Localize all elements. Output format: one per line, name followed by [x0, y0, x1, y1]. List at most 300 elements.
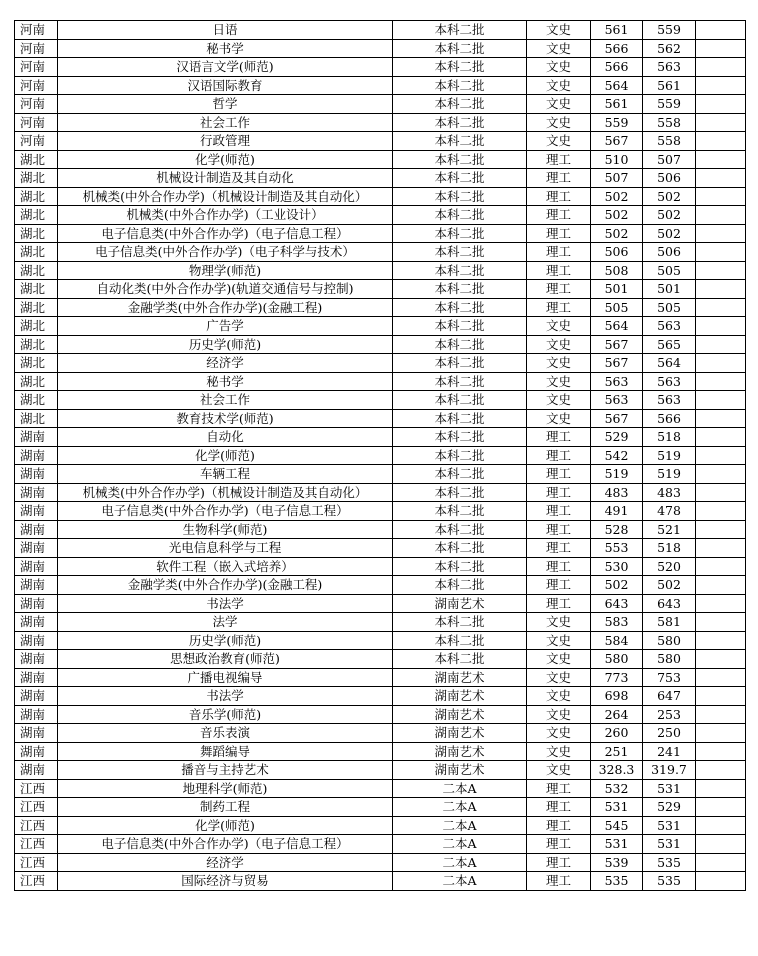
- major-cell: 历史学(师范): [58, 631, 393, 650]
- major-cell: 历史学(师范): [58, 335, 393, 354]
- table-row: [15, 687, 746, 706]
- note-cell: [696, 113, 746, 132]
- note-cell: [696, 206, 746, 225]
- batch-cell: 本科二批: [393, 169, 527, 188]
- note-cell: [696, 261, 746, 280]
- max-score-cell: 553: [591, 539, 643, 558]
- province-cell: 湖北: [15, 243, 58, 262]
- table-row: [15, 298, 746, 317]
- max-score-cell: 502: [591, 187, 643, 206]
- province-cell: 湖北: [15, 335, 58, 354]
- major-cell: 地理科学(师范): [58, 779, 393, 798]
- subject-category-cell: 文史: [527, 705, 591, 724]
- table-row: [15, 317, 746, 336]
- batch-cell: 本科二批: [393, 428, 527, 447]
- province-cell: 湖南: [15, 502, 58, 521]
- province-cell: 湖南: [15, 742, 58, 761]
- province-cell: 湖北: [15, 169, 58, 188]
- major-cell: 广播电视编导: [58, 668, 393, 687]
- note-cell: [696, 724, 746, 743]
- table-row: [15, 224, 746, 243]
- table-row: [15, 650, 746, 669]
- subject-category-cell: 文史: [527, 668, 591, 687]
- max-score-cell: 506: [591, 243, 643, 262]
- subject-category-cell: 文史: [527, 409, 591, 428]
- max-score-cell: 530: [591, 557, 643, 576]
- province-cell: 湖南: [15, 446, 58, 465]
- subject-category-cell: 理工: [527, 261, 591, 280]
- subject-category-cell: 理工: [527, 779, 591, 798]
- batch-cell: 二本A: [393, 872, 527, 891]
- major-cell: 生物科学(师范): [58, 520, 393, 539]
- table-row: [15, 594, 746, 613]
- max-score-cell: 264: [591, 705, 643, 724]
- note-cell: [696, 705, 746, 724]
- max-score-cell: 564: [591, 317, 643, 336]
- batch-cell: 本科二批: [393, 95, 527, 114]
- province-cell: 湖北: [15, 391, 58, 410]
- batch-cell: 湖南艺术: [393, 742, 527, 761]
- major-cell: 自动化: [58, 428, 393, 447]
- batch-cell: 本科二批: [393, 187, 527, 206]
- major-cell: 音乐表演: [58, 724, 393, 743]
- max-score-cell: 505: [591, 298, 643, 317]
- subject-category-cell: 理工: [527, 576, 591, 595]
- max-score-cell: 545: [591, 816, 643, 835]
- min-score-cell: 564: [643, 354, 696, 373]
- min-score-cell: 561: [643, 76, 696, 95]
- max-score-cell: 251: [591, 742, 643, 761]
- table-row: [15, 206, 746, 225]
- batch-cell: 二本A: [393, 835, 527, 854]
- batch-cell: 本科二批: [393, 631, 527, 650]
- max-score-cell: 773: [591, 668, 643, 687]
- province-cell: 河南: [15, 132, 58, 151]
- admission-scores-table: [14, 20, 746, 891]
- subject-category-cell: 理工: [527, 594, 591, 613]
- max-score-cell: 532: [591, 779, 643, 798]
- table-row: [15, 761, 746, 780]
- max-score-cell: 563: [591, 391, 643, 410]
- table-row: [15, 21, 746, 40]
- province-cell: 湖南: [15, 687, 58, 706]
- max-score-cell: 535: [591, 872, 643, 891]
- note-cell: [696, 631, 746, 650]
- table-row: [15, 872, 746, 891]
- batch-cell: 湖南艺术: [393, 724, 527, 743]
- subject-category-cell: 理工: [527, 872, 591, 891]
- subject-category-cell: 理工: [527, 520, 591, 539]
- major-cell: 舞蹈编导: [58, 742, 393, 761]
- min-score-cell: 559: [643, 21, 696, 40]
- subject-category-cell: 文史: [527, 742, 591, 761]
- min-score-cell: 319.7: [643, 761, 696, 780]
- table-row: [15, 853, 746, 872]
- max-score-cell: 561: [591, 21, 643, 40]
- max-score-cell: 566: [591, 58, 643, 77]
- note-cell: [696, 298, 746, 317]
- note-cell: [696, 687, 746, 706]
- note-cell: [696, 446, 746, 465]
- province-cell: 河南: [15, 76, 58, 95]
- max-score-cell: 528: [591, 520, 643, 539]
- province-cell: 河南: [15, 95, 58, 114]
- note-cell: [696, 761, 746, 780]
- batch-cell: 本科二批: [393, 613, 527, 632]
- table-row: [15, 779, 746, 798]
- max-score-cell: 564: [591, 76, 643, 95]
- max-score-cell: 510: [591, 150, 643, 169]
- major-cell: 经济学: [58, 853, 393, 872]
- note-cell: [696, 835, 746, 854]
- note-cell: [696, 58, 746, 77]
- province-cell: 湖北: [15, 206, 58, 225]
- subject-category-cell: 理工: [527, 465, 591, 484]
- batch-cell: 本科二批: [393, 483, 527, 502]
- note-cell: [696, 650, 746, 669]
- major-cell: 行政管理: [58, 132, 393, 151]
- table-row: [15, 58, 746, 77]
- province-cell: 湖南: [15, 631, 58, 650]
- table-row: [15, 39, 746, 58]
- min-score-cell: 505: [643, 261, 696, 280]
- min-score-cell: 563: [643, 372, 696, 391]
- min-score-cell: 483: [643, 483, 696, 502]
- major-cell: 汉语言文学(师范): [58, 58, 393, 77]
- province-cell: 江西: [15, 872, 58, 891]
- note-cell: [696, 335, 746, 354]
- min-score-cell: 502: [643, 206, 696, 225]
- min-score-cell: 647: [643, 687, 696, 706]
- min-score-cell: 558: [643, 132, 696, 151]
- max-score-cell: 328.3: [591, 761, 643, 780]
- note-cell: [696, 187, 746, 206]
- province-cell: 湖北: [15, 354, 58, 373]
- max-score-cell: 542: [591, 446, 643, 465]
- major-cell: 机械类(中外合作办学)（机械设计制造及其自动化）: [58, 187, 393, 206]
- min-score-cell: 563: [643, 317, 696, 336]
- min-score-cell: 753: [643, 668, 696, 687]
- province-cell: 湖南: [15, 761, 58, 780]
- subject-category-cell: 理工: [527, 428, 591, 447]
- max-score-cell: 502: [591, 206, 643, 225]
- province-cell: 湖北: [15, 317, 58, 336]
- subject-category-cell: 理工: [527, 150, 591, 169]
- subject-category-cell: 文史: [527, 132, 591, 151]
- subject-category-cell: 理工: [527, 502, 591, 521]
- min-score-cell: 502: [643, 224, 696, 243]
- max-score-cell: 566: [591, 39, 643, 58]
- major-cell: 机械设计制造及其自动化: [58, 169, 393, 188]
- min-score-cell: 518: [643, 428, 696, 447]
- subject-category-cell: 文史: [527, 650, 591, 669]
- batch-cell: 本科二批: [393, 354, 527, 373]
- min-score-cell: 518: [643, 539, 696, 558]
- major-cell: 电子信息类(中外合作办学)（电子信息工程）: [58, 835, 393, 854]
- batch-cell: 本科二批: [393, 650, 527, 669]
- major-cell: 金融学类(中外合作办学)(金融工程): [58, 298, 393, 317]
- major-cell: 哲学: [58, 95, 393, 114]
- batch-cell: 本科二批: [393, 150, 527, 169]
- max-score-cell: 501: [591, 280, 643, 299]
- min-score-cell: 521: [643, 520, 696, 539]
- subject-category-cell: 文史: [527, 372, 591, 391]
- table-row: [15, 520, 746, 539]
- min-score-cell: 580: [643, 631, 696, 650]
- table-row: [15, 835, 746, 854]
- max-score-cell: 519: [591, 465, 643, 484]
- note-cell: [696, 354, 746, 373]
- major-cell: 电子信息类(中外合作办学)（电子信息工程）: [58, 224, 393, 243]
- batch-cell: 二本A: [393, 816, 527, 835]
- batch-cell: 本科二批: [393, 58, 527, 77]
- major-cell: 日语: [58, 21, 393, 40]
- table-row: [15, 668, 746, 687]
- batch-cell: 二本A: [393, 779, 527, 798]
- province-cell: 河南: [15, 39, 58, 58]
- batch-cell: 湖南艺术: [393, 761, 527, 780]
- min-score-cell: 531: [643, 779, 696, 798]
- min-score-cell: 531: [643, 835, 696, 854]
- min-score-cell: 502: [643, 576, 696, 595]
- min-score-cell: 519: [643, 465, 696, 484]
- note-cell: [696, 483, 746, 502]
- table-row: [15, 613, 746, 632]
- min-score-cell: 559: [643, 95, 696, 114]
- table-row: [15, 76, 746, 95]
- max-score-cell: 502: [591, 224, 643, 243]
- batch-cell: 本科二批: [393, 39, 527, 58]
- max-score-cell: 531: [591, 798, 643, 817]
- note-cell: [696, 132, 746, 151]
- note-cell: [696, 742, 746, 761]
- max-score-cell: 491: [591, 502, 643, 521]
- province-cell: 湖南: [15, 705, 58, 724]
- min-score-cell: 535: [643, 853, 696, 872]
- max-score-cell: 508: [591, 261, 643, 280]
- major-cell: 化学(师范): [58, 816, 393, 835]
- subject-category-cell: 文史: [527, 39, 591, 58]
- subject-category-cell: 文史: [527, 95, 591, 114]
- note-cell: [696, 150, 746, 169]
- max-score-cell: 502: [591, 576, 643, 595]
- min-score-cell: 565: [643, 335, 696, 354]
- max-score-cell: 483: [591, 483, 643, 502]
- min-score-cell: 580: [643, 650, 696, 669]
- province-cell: 江西: [15, 779, 58, 798]
- province-cell: 湖南: [15, 650, 58, 669]
- major-cell: 金融学类(中外合作办学)(金融工程): [58, 576, 393, 595]
- note-cell: [696, 502, 746, 521]
- min-score-cell: 643: [643, 594, 696, 613]
- note-cell: [696, 613, 746, 632]
- major-cell: 音乐学(师范): [58, 705, 393, 724]
- subject-category-cell: 文史: [527, 631, 591, 650]
- major-cell: 经济学: [58, 354, 393, 373]
- min-score-cell: 562: [643, 39, 696, 58]
- batch-cell: 本科二批: [393, 132, 527, 151]
- province-cell: 湖南: [15, 668, 58, 687]
- province-cell: 湖北: [15, 187, 58, 206]
- note-cell: [696, 39, 746, 58]
- min-score-cell: 566: [643, 409, 696, 428]
- province-cell: 湖北: [15, 224, 58, 243]
- table-row: [15, 576, 746, 595]
- major-cell: 机械类(中外合作办学)（机械设计制造及其自动化）: [58, 483, 393, 502]
- subject-category-cell: 文史: [527, 724, 591, 743]
- province-cell: 江西: [15, 853, 58, 872]
- major-cell: 汉语国际教育: [58, 76, 393, 95]
- batch-cell: 二本A: [393, 853, 527, 872]
- subject-category-cell: 理工: [527, 280, 591, 299]
- min-score-cell: 519: [643, 446, 696, 465]
- province-cell: 湖北: [15, 409, 58, 428]
- max-score-cell: 567: [591, 335, 643, 354]
- province-cell: 湖北: [15, 298, 58, 317]
- min-score-cell: 506: [643, 169, 696, 188]
- max-score-cell: 643: [591, 594, 643, 613]
- batch-cell: 本科二批: [393, 539, 527, 558]
- note-cell: [696, 594, 746, 613]
- province-cell: 湖南: [15, 428, 58, 447]
- province-cell: 湖北: [15, 280, 58, 299]
- major-cell: 国际经济与贸易: [58, 872, 393, 891]
- batch-cell: 本科二批: [393, 372, 527, 391]
- province-cell: 湖南: [15, 594, 58, 613]
- batch-cell: 湖南艺术: [393, 594, 527, 613]
- batch-cell: 本科二批: [393, 113, 527, 132]
- table-row: [15, 354, 746, 373]
- batch-cell: 本科二批: [393, 557, 527, 576]
- note-cell: [696, 816, 746, 835]
- major-cell: 化学(师范): [58, 446, 393, 465]
- province-cell: 江西: [15, 835, 58, 854]
- province-cell: 湖北: [15, 150, 58, 169]
- note-cell: [696, 372, 746, 391]
- table-body: [15, 21, 746, 891]
- max-score-cell: 507: [591, 169, 643, 188]
- min-score-cell: 507: [643, 150, 696, 169]
- note-cell: [696, 520, 746, 539]
- table-row: [15, 372, 746, 391]
- note-cell: [696, 224, 746, 243]
- table-row: [15, 465, 746, 484]
- note-cell: [696, 576, 746, 595]
- subject-category-cell: 理工: [527, 206, 591, 225]
- min-score-cell: 581: [643, 613, 696, 632]
- max-score-cell: 539: [591, 853, 643, 872]
- major-cell: 制药工程: [58, 798, 393, 817]
- min-score-cell: 520: [643, 557, 696, 576]
- note-cell: [696, 668, 746, 687]
- min-score-cell: 558: [643, 113, 696, 132]
- major-cell: 秘书学: [58, 372, 393, 391]
- table-row: [15, 95, 746, 114]
- major-cell: 电子信息类(中外合作办学)（电子信息工程）: [58, 502, 393, 521]
- min-score-cell: 501: [643, 280, 696, 299]
- subject-category-cell: 理工: [527, 853, 591, 872]
- batch-cell: 本科二批: [393, 520, 527, 539]
- note-cell: [696, 21, 746, 40]
- table-row: [15, 243, 746, 262]
- province-cell: 湖南: [15, 724, 58, 743]
- province-cell: 湖南: [15, 613, 58, 632]
- major-cell: 秘书学: [58, 39, 393, 58]
- note-cell: [696, 409, 746, 428]
- table-row: [15, 280, 746, 299]
- subject-category-cell: 文史: [527, 317, 591, 336]
- table-row: [15, 261, 746, 280]
- major-cell: 机械类(中外合作办学)（工业设计）: [58, 206, 393, 225]
- table-row: [15, 391, 746, 410]
- table-row: [15, 132, 746, 151]
- batch-cell: 湖南艺术: [393, 705, 527, 724]
- min-score-cell: 563: [643, 391, 696, 410]
- subject-category-cell: 理工: [527, 298, 591, 317]
- min-score-cell: 535: [643, 872, 696, 891]
- batch-cell: 湖南艺术: [393, 687, 527, 706]
- province-cell: 湖南: [15, 465, 58, 484]
- province-cell: 江西: [15, 816, 58, 835]
- min-score-cell: 531: [643, 816, 696, 835]
- major-cell: 思想政治教育(师范): [58, 650, 393, 669]
- major-cell: 软件工程（嵌入式培养）: [58, 557, 393, 576]
- subject-category-cell: 文史: [527, 613, 591, 632]
- min-score-cell: 506: [643, 243, 696, 262]
- min-score-cell: 253: [643, 705, 696, 724]
- batch-cell: 本科二批: [393, 446, 527, 465]
- major-cell: 车辆工程: [58, 465, 393, 484]
- major-cell: 书法学: [58, 687, 393, 706]
- table-row: [15, 724, 746, 743]
- subject-category-cell: 理工: [527, 169, 591, 188]
- max-score-cell: 567: [591, 354, 643, 373]
- max-score-cell: 584: [591, 631, 643, 650]
- max-score-cell: 529: [591, 428, 643, 447]
- province-cell: 河南: [15, 21, 58, 40]
- major-cell: 物理学(师范): [58, 261, 393, 280]
- major-cell: 社会工作: [58, 391, 393, 410]
- batch-cell: 本科二批: [393, 335, 527, 354]
- subject-category-cell: 理工: [527, 816, 591, 835]
- subject-category-cell: 理工: [527, 446, 591, 465]
- major-cell: 光电信息科学与工程: [58, 539, 393, 558]
- batch-cell: 本科二批: [393, 261, 527, 280]
- province-cell: 湖北: [15, 372, 58, 391]
- batch-cell: 本科二批: [393, 280, 527, 299]
- min-score-cell: 478: [643, 502, 696, 521]
- min-score-cell: 563: [643, 58, 696, 77]
- note-cell: [696, 465, 746, 484]
- major-cell: 自动化类(中外合作办学)(轨道交通信号与控制): [58, 280, 393, 299]
- batch-cell: 本科二批: [393, 409, 527, 428]
- batch-cell: 湖南艺术: [393, 668, 527, 687]
- table-row: [15, 502, 746, 521]
- province-cell: 河南: [15, 58, 58, 77]
- table-row: [15, 539, 746, 558]
- batch-cell: 本科二批: [393, 502, 527, 521]
- subject-category-cell: 文史: [527, 335, 591, 354]
- table-row: [15, 169, 746, 188]
- major-cell: 化学(师范): [58, 150, 393, 169]
- province-cell: 湖南: [15, 539, 58, 558]
- province-cell: 湖南: [15, 576, 58, 595]
- major-cell: 书法学: [58, 594, 393, 613]
- province-cell: 江西: [15, 798, 58, 817]
- subject-category-cell: 文史: [527, 76, 591, 95]
- subject-category-cell: 理工: [527, 224, 591, 243]
- note-cell: [696, 317, 746, 336]
